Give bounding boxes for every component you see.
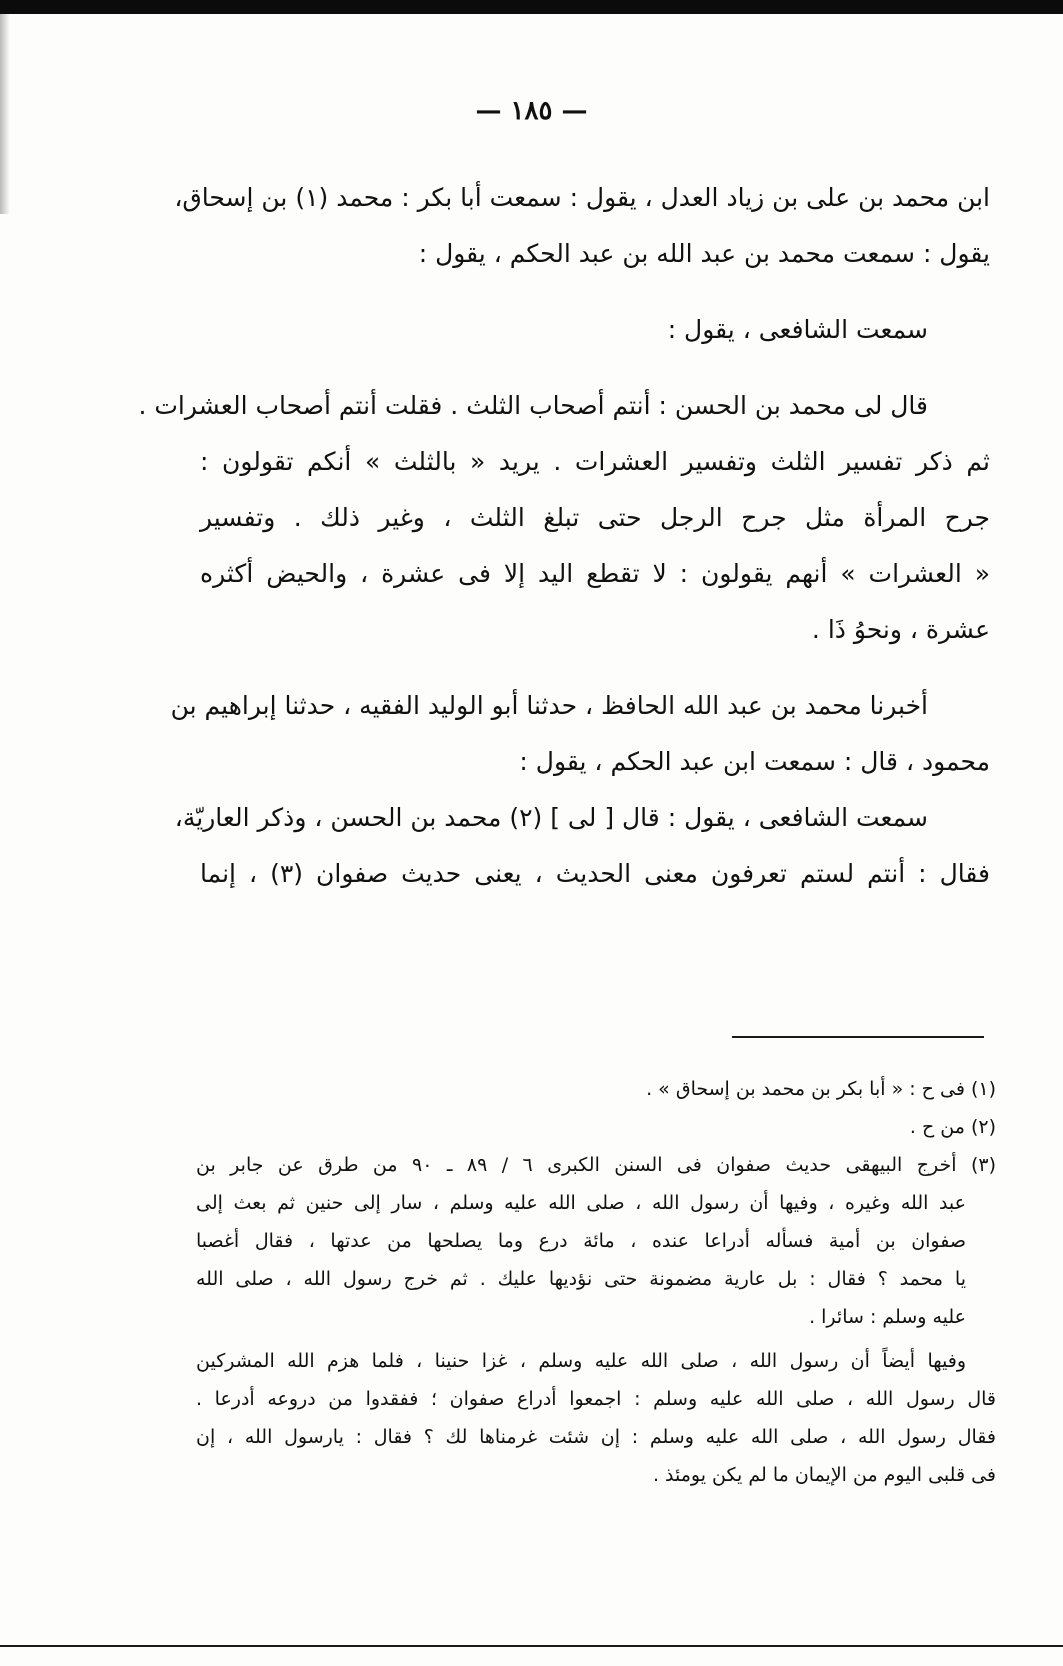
footnote-line: يا محمد ؟ فقال : بل عارية مضمونة حتى نؤديها عليك . ثم خرج رسول الله ، صلى الله [196,1268,966,1290]
body-line: قال لى محمد بن الحسن : أنتم أصحاب الثلث . فقلت أنتم أصحاب العشرات . [138,391,928,420]
main-text [138,170,990,902]
scan-bottom-edge [0,1645,1063,1647]
footnote-line: (٢) من ح . [909,1116,996,1138]
body-line: يقول : سمعت محمد بن عبد الله بن عبد الحكم ، يقول : [418,239,990,268]
footnotes [196,1070,996,1494]
scan-top-border [0,0,1063,14]
footnote-line: فى قلبى اليوم من الإيمان ما لم يكن يومئذ . [652,1464,996,1486]
body-line: سمعت الشافعى ، يقول : [667,315,928,344]
footnote-line: (١) فى ح : « أبا بكر بن محمد بن إسحاق » . [646,1078,996,1100]
body-line: عشرة ، ونحوُ ذَا . [811,615,990,644]
footnote-divider [732,1036,984,1038]
body-line: محمود ، قال : سمعت ابن عبد الحكم ، يقول : [519,747,990,776]
footnote-line: (٣) أخرج البيهقى حديث صفوان فى السنن الكبرى ٦ / ٨٩ ـ ٩٠ من طرق عن جابر بن [196,1154,997,1176]
body-line: جرح المرأة مثل جرح الرجل حتى تبلغ الثلث ، وغير ذلك . وتفسير [200,503,990,532]
body-line: « العشرات » أنهم يقولون : لا تقطع اليد إلا فى عشرة ، والحيض أكثره [200,559,990,588]
body-line: فقال : أنتم لستم تعرفون معنى الحديث ، يعنى حديث صفوان (٣) ، إنما [200,859,990,888]
footnote-line: وفيها أيضاً أن رسول الله ، صلى الله عليه وسلم ، غزا حنينا ، فلما هزم الله المشركين [196,1350,966,1372]
body-line: سمعت الشافعى ، يقول : قال [ لى ] (٢) محمد بن الحسن ، وذكر العاريّة، [174,803,928,832]
footnote-line: صفوان بن أمية فسأله أدراعا عنده ، مائة درع وما يصلحها من عدتها ، فقال أغصبا [196,1230,966,1252]
body-line: ابن محمد بن على بن زياد العدل ، يقول : سمعت أبا بكر : محمد (١) بن إسحاق، [174,183,990,212]
body-line: ثم ذكر تفسير الثلث وتفسير العشرات . يريد « بالثلث » أنكم تقولون : [200,447,990,476]
page-number: — ١٨٥ — [475,96,588,126]
footnote-line: عليه وسلم : سائرا . [809,1306,966,1328]
footnote-line: عبد الله وغيره ، وفيها أن رسول الله ، صلى الله عليه وسلم ، سار إلى حنين ثم بعث إلى [196,1192,966,1214]
footnote-line: فقال رسول الله ، صلى الله عليه وسلم : إن شئت غرمناها لك ؟ فقال : يارسول الله ، إن [196,1426,996,1448]
footnote-line: قال رسول الله ، صلى الله عليه وسلم : اجمعوا أدراع صفوان ؛ ففقدوا من دروعه أدرعا . [196,1388,996,1410]
body-line: أخبرنا محمد بن عبد الله الحافظ ، حدثنا أبو الوليد الفقيه ، حدثنا إبراهيم بن [170,691,928,720]
